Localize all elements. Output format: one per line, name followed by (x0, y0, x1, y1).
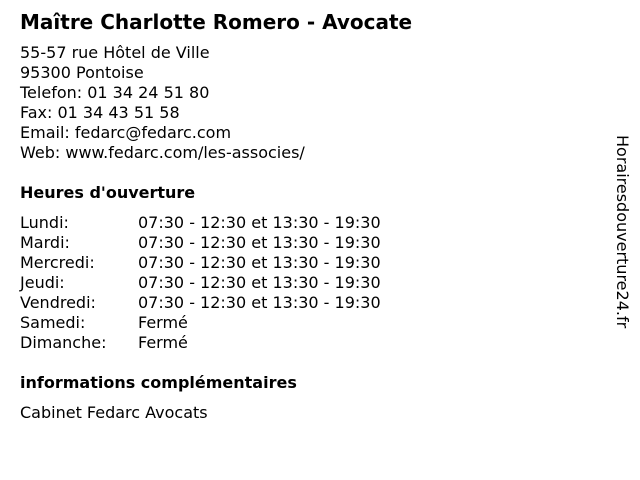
hours-row-tuesday (20, 233, 381, 253)
hours-time: 07:30 - 12:30 et 13:30 - 19:30 (138, 233, 381, 252)
hours-row-friday (20, 293, 381, 313)
info-text: Cabinet Fedarc Avocats (20, 403, 208, 422)
phone-line: Telefon: 01 34 24 51 80 (20, 83, 210, 102)
hours-table (20, 213, 381, 353)
info-heading: informations complémentaires (20, 373, 297, 392)
hours-row-monday (20, 213, 381, 233)
hours-day: Jeudi: (20, 273, 65, 292)
hours-row-wednesday (20, 253, 381, 273)
hours-day: Lundi: (20, 213, 69, 232)
hours-day: Samedi: (20, 313, 86, 332)
hours-time: 07:30 - 12:30 et 13:30 - 19:30 (138, 273, 381, 292)
hours-day: Vendredi: (20, 293, 96, 312)
hours-row-sunday (20, 333, 381, 353)
web-line: Web: www.fedarc.com/les-associes/ (20, 143, 305, 162)
hours-day: Mercredi: (20, 253, 95, 272)
hours-time: 07:30 - 12:30 et 13:30 - 19:30 (138, 253, 381, 272)
address-city: 95300 Pontoise (20, 63, 144, 82)
contact-block (20, 43, 305, 163)
hours-time: 07:30 - 12:30 et 13:30 - 19:30 (138, 293, 381, 312)
hours-day: Dimanche: (20, 333, 107, 352)
hours-day: Mardi: (20, 233, 70, 252)
site-watermark: Horairesdouverture24.fr (613, 135, 632, 329)
business-title: Maître Charlotte Romero - Avocate (20, 10, 413, 34)
fax-line: Fax: 01 34 43 51 58 (20, 103, 180, 122)
address-street: 55-57 rue Hôtel de Ville (20, 43, 210, 62)
hours-time: Fermé (138, 333, 188, 352)
hours-time: 07:30 - 12:30 et 13:30 - 19:30 (138, 213, 381, 232)
hours-row-thursday (20, 273, 381, 293)
hours-heading: Heures d'ouverture (20, 183, 196, 202)
hours-row-saturday (20, 313, 381, 333)
email-line: Email: fedarc@fedarc.com (20, 123, 232, 142)
hours-time: Fermé (138, 313, 188, 332)
